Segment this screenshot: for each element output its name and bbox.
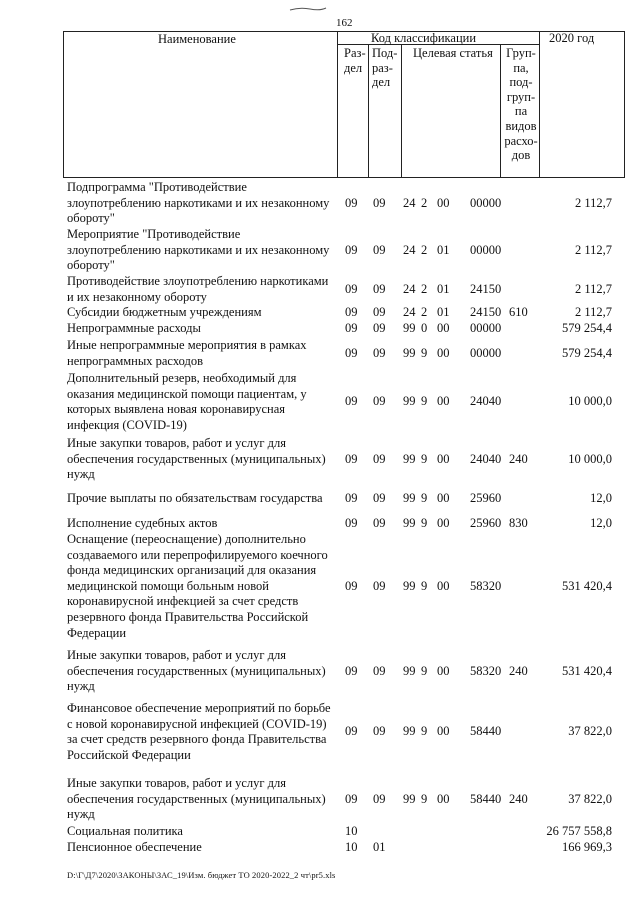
code-razdel: 09 [345, 394, 358, 409]
amount-2020: 2 112,7 [574, 281, 612, 296]
code-subprogram: 0 [421, 321, 428, 335]
code-razdel: 09 [345, 305, 358, 319]
code-razdel: 09 [345, 242, 358, 257]
amount-2020: 10 000,0 [568, 451, 612, 466]
code-event: 00 [437, 663, 450, 678]
code-direction: 00000 [470, 321, 502, 335]
row-name-line: нужд [67, 679, 95, 694]
code-razdel: 09 [345, 516, 358, 530]
code-event: 00 [437, 321, 450, 335]
code-razdel: 09 [345, 451, 358, 466]
code-podrazdel: 09 [373, 491, 386, 505]
row-name [67, 227, 345, 274]
amount-2020: 166 969,3 [562, 840, 612, 854]
code-subprogram: 9 [421, 724, 428, 739]
code-direction: 58320 [470, 578, 502, 593]
code-razdel: 09 [345, 724, 358, 739]
row-name-line: которых выявлена новая коронавирусная [67, 402, 286, 417]
code-podrazdel: 09 [373, 791, 386, 806]
code-subprogram: 2 [421, 242, 428, 257]
row-name-line: инфекция (COVID-19) [67, 417, 187, 432]
row-name-line: обеспечения государственных (муниципальных) [67, 791, 326, 806]
code-program: 24 [403, 281, 416, 296]
code-podrazdel: 09 [373, 281, 386, 296]
code-subprogram: 9 [421, 394, 428, 409]
code-razdel: 09 [345, 321, 358, 335]
code-program: 99 [403, 394, 416, 409]
code-direction: 58320 [470, 663, 502, 678]
table-row [0, 371, 640, 433]
row-name-line: медицинской помощи больным новой [67, 578, 269, 593]
row-name-line: Прочие выплаты по обязательствам государства [67, 491, 323, 505]
table-row [0, 840, 640, 856]
table-row [0, 532, 640, 641]
table-row [0, 824, 640, 840]
header-group: Груп- па, под- груп- па видов расхо- дов [504, 46, 538, 163]
code-direction: 00000 [470, 195, 502, 210]
table-row [0, 180, 640, 227]
code-direction: 58440 [470, 791, 502, 806]
code-subprogram: 2 [421, 305, 428, 319]
row-name-line: Исполнение судебных актов [67, 516, 218, 530]
code-direction: 58440 [470, 724, 502, 739]
row-name-line: обеспечения государственных (муниципальных) [67, 663, 326, 678]
code-event: 01 [437, 305, 450, 319]
code-expense-type: 240 [509, 791, 528, 806]
page-number: 162 [336, 17, 353, 29]
row-name-line: коронавирусной инфекцией за счет средств [67, 594, 299, 609]
table-header [63, 31, 625, 178]
code-podrazdel: 09 [373, 195, 386, 210]
code-podrazdel: 09 [373, 578, 386, 593]
code-expense-type: 610 [509, 305, 528, 319]
code-subprogram: 9 [421, 491, 428, 505]
row-name [67, 516, 345, 532]
row-name-line: оказания медицинской помощи пациентам, у [67, 386, 307, 401]
row-name-line: непрограммных расходов [67, 353, 203, 368]
row-name-line: Субсидии бюджетным учреждениям [67, 305, 262, 319]
code-program: 99 [403, 451, 416, 466]
amount-2020: 579 254,4 [562, 321, 612, 335]
header-classification: Код классификации [371, 31, 477, 45]
code-event: 00 [437, 724, 450, 739]
code-subprogram: 9 [421, 663, 428, 678]
table-row [0, 227, 640, 274]
code-event: 00 [437, 195, 450, 210]
row-name-line: Пенсионное обеспечение [67, 840, 202, 854]
row-name [67, 532, 345, 641]
row-name [67, 491, 345, 507]
row-name-line: обороту" [67, 211, 115, 226]
code-expense-type: 240 [509, 663, 528, 678]
row-name-line: Финансовое обеспечение мероприятий по борьбе [67, 701, 331, 715]
table-row [0, 338, 640, 369]
row-name [67, 180, 345, 227]
code-subprogram: 2 [421, 195, 428, 210]
amount-2020: 26 757 558,8 [546, 824, 612, 838]
row-name [67, 371, 345, 433]
code-subprogram: 9 [421, 791, 428, 806]
code-direction: 00000 [470, 242, 502, 257]
row-name [67, 321, 345, 337]
code-direction: 24150 [470, 305, 502, 319]
amount-2020: 2 112,7 [574, 305, 612, 319]
row-name [67, 436, 345, 483]
row-name-line: Иные закупки товаров, работ и услуг для [67, 648, 287, 662]
code-razdel: 09 [345, 491, 358, 505]
code-subprogram: 9 [421, 345, 428, 360]
row-name-line: нужд [67, 467, 95, 482]
table-row [0, 516, 640, 532]
row-name-line: Иные непрограммные мероприятия в рамках [67, 338, 307, 352]
table-row [0, 776, 640, 823]
code-razdel: 09 [345, 791, 358, 806]
code-podrazdel: 09 [373, 321, 386, 335]
code-podrazdel: 09 [373, 345, 386, 360]
amount-2020: 2 112,7 [574, 195, 612, 210]
code-program: 24 [403, 305, 416, 319]
code-razdel: 09 [345, 578, 358, 593]
amount-2020: 531 420,4 [562, 578, 612, 593]
code-program: 24 [403, 242, 416, 257]
code-event: 00 [437, 451, 450, 466]
row-name-line: Иные закупки товаров, работ и услуг для [67, 776, 287, 790]
row-name [67, 776, 345, 823]
row-name-line: за счет средств резервного фонда Правительства [67, 732, 327, 747]
row-name-line: создаваемого или перепрофилируемого коечного [67, 547, 328, 562]
code-program: 99 [403, 491, 416, 505]
code-program: 24 [403, 195, 416, 210]
code-program: 99 [403, 578, 416, 593]
code-event: 00 [437, 791, 450, 806]
code-event: 00 [437, 394, 450, 409]
row-name [67, 701, 345, 763]
row-name [67, 274, 345, 305]
code-event: 01 [437, 281, 450, 296]
amount-2020: 12,0 [590, 516, 612, 530]
amount-2020: 37 822,0 [568, 724, 612, 739]
amount-2020: 12,0 [590, 491, 612, 505]
table-row [0, 274, 640, 305]
code-program: 99 [403, 791, 416, 806]
row-name-line: фонда медицинских организаций для оказания [67, 563, 317, 578]
row-name-line: нужд [67, 807, 95, 822]
amount-2020: 37 822,0 [568, 791, 612, 806]
amount-2020: 579 254,4 [562, 345, 612, 360]
code-podrazdel: 09 [373, 451, 386, 466]
row-name-line: обороту" [67, 258, 115, 273]
row-name-line: Федерации [67, 625, 127, 640]
code-razdel: 10 [345, 840, 358, 854]
table-row [0, 648, 640, 695]
code-subprogram: 2 [421, 281, 428, 296]
code-event: 00 [437, 345, 450, 360]
code-expense-type: 240 [509, 451, 528, 466]
table-row [0, 305, 640, 321]
header-name: Наименование [158, 32, 236, 46]
code-event: 01 [437, 242, 450, 257]
row-name [67, 840, 345, 856]
code-podrazdel: 09 [373, 724, 386, 739]
row-name-line: Подпрограмма "Противодействие [67, 180, 247, 194]
row-name-line: Оснащение (переоснащение) дополнительно [67, 532, 306, 546]
row-name-line: Мероприятие "Противодействие [67, 227, 241, 241]
code-event: 00 [437, 578, 450, 593]
row-name-line: злоупотреблению наркотиками и их незаконному [67, 195, 330, 210]
code-event: 00 [437, 491, 450, 505]
table-row [0, 491, 640, 507]
header-target-article: Целевая статья [413, 46, 493, 60]
code-direction: 24040 [470, 394, 502, 409]
row-name-line: обеспечения государственных (муниципальных) [67, 451, 326, 466]
amount-2020: 2 112,7 [574, 242, 612, 257]
code-direction: 24040 [470, 451, 502, 466]
code-razdel: 09 [345, 281, 358, 296]
scan-mark-decoration [288, 6, 328, 12]
code-podrazdel: 09 [373, 516, 386, 530]
row-name-line: Противодействие злоупотреблению наркотиками [67, 274, 329, 288]
row-name [67, 338, 345, 369]
code-direction: 25960 [470, 491, 502, 505]
table-row [0, 321, 640, 337]
row-name-line: резервного фонда Правительства Российской [67, 609, 309, 624]
code-subprogram: 9 [421, 578, 428, 593]
code-expense-type: 830 [509, 516, 528, 530]
table-row [0, 701, 640, 763]
row-name-line: и их незаконному обороту [67, 289, 207, 304]
code-event: 00 [437, 516, 450, 530]
header-podrazdel: Под- раз- дел [372, 46, 398, 90]
row-name-line: злоупотреблению наркотиками и их незаконному [67, 242, 330, 257]
code-podrazdel: 01 [373, 840, 386, 854]
code-podrazdel: 09 [373, 394, 386, 409]
code-program: 99 [403, 345, 416, 360]
row-name-line: Иные закупки товаров, работ и услуг для [67, 436, 287, 450]
code-program: 99 [403, 663, 416, 678]
code-podrazdel: 09 [373, 305, 386, 319]
row-name [67, 824, 345, 840]
header-razdel: Раз- дел [344, 46, 366, 75]
row-name-line: Дополнительный резерв, необходимый для [67, 371, 297, 385]
row-name-line: Российской Федерации [67, 747, 191, 762]
row-name [67, 648, 345, 695]
table-row [0, 436, 640, 483]
code-program: 99 [403, 516, 416, 530]
code-direction: 24150 [470, 281, 502, 296]
amount-2020: 10 000,0 [568, 394, 612, 409]
row-name [67, 305, 345, 321]
code-razdel: 09 [345, 663, 358, 678]
code-subprogram: 9 [421, 451, 428, 466]
code-razdel: 09 [345, 195, 358, 210]
header-year: 2020 год [549, 31, 595, 45]
file-path-footer: D:\Г\Д7\2020\ЗАКОНЫ\ЗАС_19\Изм. бюджет ТО 2020-2022_2 чт\pr5.xls [67, 870, 336, 880]
amount-2020: 531 420,4 [562, 663, 612, 678]
code-subprogram: 9 [421, 516, 428, 530]
code-razdel: 09 [345, 345, 358, 360]
code-razdel: 10 [345, 824, 358, 838]
code-direction: 25960 [470, 516, 502, 530]
row-name-line: Социальная политика [67, 824, 183, 838]
row-name-line: с новой коронавирусной инфекцией (COVID-19) [67, 716, 327, 731]
code-direction: 00000 [470, 345, 502, 360]
code-program: 99 [403, 724, 416, 739]
code-podrazdel: 09 [373, 242, 386, 257]
code-program: 99 [403, 321, 416, 335]
row-name-line: Непрограммные расходы [67, 321, 201, 335]
code-podrazdel: 09 [373, 663, 386, 678]
